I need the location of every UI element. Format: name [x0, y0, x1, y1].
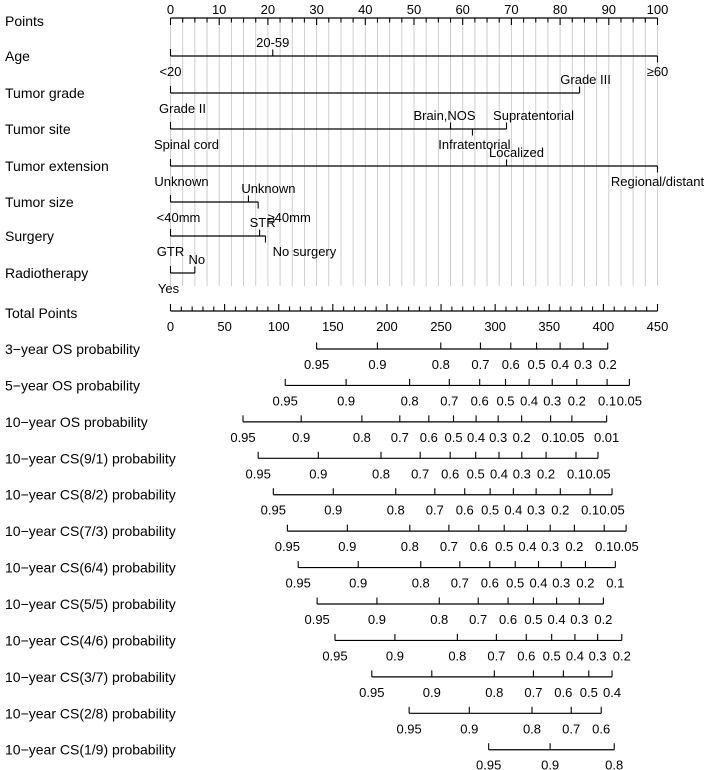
- probability-tick-label: 0.8: [400, 539, 419, 555]
- item-label: No: [188, 252, 206, 267]
- probability-tick-label: 0.01: [593, 429, 620, 445]
- probability-tick-label: 0.5: [444, 429, 463, 445]
- item-label: Grade III: [560, 72, 611, 87]
- total-points-tick-label: 50: [217, 319, 232, 334]
- probability-tick-label: 0.8: [386, 502, 405, 518]
- probability-tick-label: 0.3: [552, 575, 571, 591]
- probability-tick-label: 0.4: [551, 357, 570, 372]
- total-points-axis: [5, 304, 668, 334]
- row-label: 10−year CS(8/2) probability: [5, 486, 176, 503]
- row-label: 10−year CS(9/1) probability: [5, 450, 176, 467]
- item-label: Grade II: [159, 101, 206, 116]
- probability-tick-label: 0.4: [489, 466, 509, 482]
- row-label: Tumor site: [5, 121, 71, 137]
- probability-tick-label: 0.6: [554, 684, 573, 700]
- probability-row-6: [5, 560, 624, 591]
- probability-tick-label: 0.2: [551, 502, 570, 518]
- probability-tick-label: 0.2: [567, 393, 586, 409]
- probability-tick-label: 0.7: [439, 539, 458, 555]
- points-axis-tick-label: 60: [455, 2, 470, 17]
- probability-tick-label: 0.8: [430, 612, 449, 628]
- item-label: Regional/distant: [610, 174, 705, 189]
- item-label: ≥40mm: [267, 210, 311, 225]
- probability-tick-label: 0.2: [512, 429, 531, 445]
- probability-tick-label: 0.9: [367, 612, 386, 628]
- points-axis-tick-label: 40: [358, 2, 373, 17]
- points-axis-tick-label: 30: [309, 2, 324, 17]
- probability-tick-label: 0.95: [274, 539, 301, 555]
- row-label: 10−year CS(7/3) probability: [5, 523, 176, 540]
- probability-tick-label: 0.9: [324, 502, 343, 518]
- probability-tick-label: 0.8: [352, 429, 371, 445]
- probability-tick-label: 0.95: [285, 575, 311, 591]
- probability-row-0: [5, 341, 617, 372]
- probability-row-11: [5, 742, 623, 770]
- probability-tick-label: 0.1: [598, 393, 617, 409]
- total-points-tick-label: 450: [646, 319, 669, 334]
- probability-tick-label: 0.7: [471, 357, 490, 372]
- probability-tick-label: 0.3: [512, 466, 531, 482]
- points-axis-tick-label: 20: [260, 2, 276, 17]
- row-label: 10−year CS(5/5) probability: [5, 596, 176, 613]
- row-label: Surgery: [5, 228, 55, 244]
- points-axis-tick-label: 10: [211, 2, 227, 17]
- probability-tick-label: 0.5: [495, 539, 514, 555]
- probability-tick-label: 0.4: [467, 429, 486, 445]
- row-label: 10−year CS(1/9) probability: [5, 741, 176, 758]
- probability-tick-label: 0.8: [522, 721, 542, 737]
- probability-tick-label: 0.7: [440, 393, 459, 409]
- item-label: STR: [249, 215, 276, 230]
- probability-tick-label: 0.7: [562, 721, 581, 737]
- item-label: <20: [159, 64, 182, 79]
- probability-tick-label: 0.4: [518, 539, 537, 555]
- row-label: Tumor grade: [5, 85, 85, 101]
- points-axis-tick-label: 0: [166, 2, 175, 17]
- row-label-points: Points: [5, 13, 44, 29]
- row-label: Radiotherapy: [5, 265, 89, 281]
- probability-tick-label: 0.6: [455, 502, 474, 518]
- probability-tick-label: 0.4: [547, 612, 566, 628]
- probability-tick-label: 0.2: [537, 466, 556, 482]
- probability-tick-label: 0.05: [616, 393, 643, 409]
- item-label: Unknown: [154, 174, 209, 189]
- probability-tick-label: 0.05: [599, 502, 625, 518]
- probability-tick-label: 0.95: [304, 612, 330, 628]
- probability-tick-label: 0.5: [542, 648, 561, 664]
- item-label: Spinal cord: [153, 137, 220, 152]
- total-points-tick-label: 200: [376, 319, 398, 334]
- points-axis: [5, 2, 668, 29]
- probability-tick-label: 0.6: [499, 612, 518, 628]
- item-label: GTR: [156, 244, 185, 259]
- row-label-total-points: Total Points: [5, 305, 78, 321]
- probability-tick-label: 0.3: [570, 612, 589, 628]
- item-label: Supratentorial: [493, 108, 575, 123]
- probability-tick-label: 0.9: [349, 575, 368, 591]
- probability-tick-label: 0.4: [603, 684, 622, 700]
- total-points-tick-label: 400: [592, 319, 615, 334]
- probability-tick-label: 0.9: [338, 539, 357, 555]
- probability-tick-label: 0.9: [422, 684, 441, 700]
- probability-tick-label: 0.95: [303, 357, 330, 372]
- probability-tick-label: 0.7: [450, 575, 469, 591]
- points-axis-tick-label: 50: [406, 2, 422, 17]
- total-points-tick-label: 350: [538, 319, 561, 334]
- probability-row-9: [5, 669, 621, 700]
- probability-tick-label: 0.95: [476, 757, 502, 770]
- probability-tick-label: 0.95: [245, 466, 271, 482]
- item-label: 20-59: [256, 35, 290, 50]
- probability-tick-label: 0.95: [322, 648, 348, 664]
- probability-tick-label: 0.3: [588, 648, 607, 664]
- total-points-tick-label: 100: [267, 319, 290, 334]
- item-label: Brain,NOS: [413, 108, 476, 123]
- points-axis-tick-label: 70: [504, 2, 519, 17]
- item-label: Yes: [157, 281, 180, 296]
- probability-tick-label: 0.4: [529, 575, 548, 591]
- probability-tick-label: 0.3: [541, 539, 560, 555]
- probability-tick-label: 0.3: [543, 393, 562, 409]
- probability-tick-label: 0.6: [419, 429, 438, 445]
- probability-tick-label: 0.4: [565, 648, 584, 664]
- probability-tick-label: 0.5: [481, 502, 500, 518]
- probability-tick-label: 0.9: [368, 357, 387, 372]
- row-label: 10−year CS(2/8) probability: [5, 705, 176, 722]
- probability-tick-label: 0.8: [371, 466, 391, 482]
- probability-tick-label: 0.7: [411, 466, 430, 482]
- row-label: 3−year OS probability: [5, 341, 141, 357]
- probability-tick-label: 0.6: [441, 466, 460, 482]
- probability-tick-label: 0.9: [541, 757, 560, 770]
- row-label: Tumor size: [5, 194, 74, 210]
- probability-tick-label: 0.2: [612, 648, 631, 664]
- probability-tick-label: 0.2: [565, 539, 584, 555]
- probability-tick-label: 0.6: [501, 357, 520, 372]
- probability-row-3: [5, 450, 611, 481]
- probability-tick-label: 0.95: [272, 393, 298, 409]
- points-axis-tick-label: 80: [552, 2, 568, 17]
- probability-tick-label: 0.7: [469, 612, 488, 628]
- probability-tick-label: 0.5: [506, 575, 525, 591]
- probability-tick-label: 0.5: [524, 612, 543, 628]
- probability-row-7: [5, 596, 612, 627]
- probability-row-4: [5, 487, 625, 518]
- probability-tick-label: 0.7: [390, 429, 409, 445]
- probability-tick-label: 0.9: [460, 721, 479, 737]
- probability-tick-label: 0.3: [527, 502, 546, 518]
- item-label: ≥60: [646, 64, 669, 79]
- probability-tick-label: 0.8: [605, 757, 624, 770]
- probability-tick-label: 0.6: [480, 575, 499, 591]
- probability-tick-label: 0.3: [489, 429, 508, 445]
- item-label: Infratentorial: [438, 137, 511, 152]
- row-label: Tumor extension: [5, 158, 109, 174]
- probability-tick-label: 0.7: [487, 648, 506, 664]
- probability-tick-label: 0.95: [260, 502, 286, 518]
- item-label: Unknown: [241, 181, 296, 196]
- probability-tick-label: 0.05: [559, 429, 585, 445]
- probability-tick-label: 0.7: [425, 502, 444, 518]
- probability-tick-label: 0.05: [613, 539, 639, 555]
- points-axis-tick-label: 90: [601, 2, 617, 17]
- probability-tick-label: 0.8: [400, 393, 419, 409]
- probability-row-1: [5, 377, 642, 408]
- row-label: 5−year OS probability: [5, 377, 141, 394]
- probability-tick-label: 0.9: [337, 393, 356, 409]
- probability-tick-label: 0.1: [595, 539, 614, 555]
- probability-tick-label: 0.6: [592, 721, 611, 737]
- probability-row-2: [5, 414, 619, 445]
- probability-tick-label: 0.2: [594, 612, 613, 628]
- total-points-tick-label: 150: [321, 319, 344, 334]
- probability-tick-label: 0.6: [517, 648, 536, 664]
- item-label: <40mm: [156, 210, 201, 225]
- probability-tick-label: 0.5: [579, 684, 598, 700]
- item-label: Localized: [489, 145, 544, 160]
- probability-tick-label: 0.2: [598, 357, 617, 372]
- probability-tick-label: 0.1: [606, 575, 625, 591]
- probability-tick-label: 0.1: [566, 466, 586, 482]
- total-points-tick-label: 250: [430, 319, 452, 334]
- item-label: No surgery: [272, 244, 337, 259]
- gridlines: [171, 18, 658, 286]
- probability-row-10: [5, 705, 610, 736]
- probability-tick-label: 0.8: [485, 684, 504, 700]
- variable-row-tumor-extension: [5, 145, 704, 189]
- probability-tick-label: 0.7: [524, 684, 543, 700]
- probability-tick-label: 0.3: [574, 357, 593, 372]
- total-points-tick-label: 0: [166, 319, 175, 334]
- total-points-tick-label: 300: [484, 319, 507, 334]
- row-label: Age: [5, 48, 30, 64]
- probability-tick-label: 0.5: [466, 466, 485, 482]
- probability-tick-label: 0.6: [470, 393, 489, 409]
- points-axis-tick-label: 100: [646, 2, 669, 17]
- probability-tick-label: 0.4: [520, 393, 539, 409]
- probability-tick-label: 0.8: [431, 357, 450, 372]
- probability-tick-label: 0.5: [527, 357, 546, 372]
- probability-tick-label: 0.8: [448, 648, 467, 664]
- probability-tick-label: 0.6: [469, 539, 488, 555]
- probability-tick-label: 0.8: [411, 575, 430, 591]
- probability-tick-label: 0.2: [576, 575, 595, 591]
- probability-tick-label: 0.5: [496, 393, 515, 409]
- probability-tick-label: 0.1: [581, 502, 600, 518]
- probability-tick-label: 0.4: [504, 502, 523, 518]
- probability-tick-label: 0.95: [359, 684, 385, 700]
- probability-tick-label: 0.95: [396, 721, 422, 737]
- probability-tick-label: 0.9: [292, 429, 311, 445]
- probability-tick-label: 0.05: [585, 466, 611, 482]
- row-label: 10−year CS(3/7) probability: [5, 668, 176, 685]
- probability-tick-label: 0.9: [385, 648, 404, 664]
- row-label: 10−year CS(6/4) probability: [5, 559, 176, 576]
- probability-tick-label: 0.95: [230, 429, 256, 445]
- probability-tick-label: 0.9: [309, 466, 328, 482]
- row-label: 10−year CS(4/6) probability: [5, 632, 176, 649]
- row-label: 10−year OS probability: [5, 413, 148, 430]
- probability-row-5: [5, 523, 639, 554]
- probability-row-8: [5, 632, 631, 663]
- probability-tick-label: 0.1: [541, 429, 560, 445]
